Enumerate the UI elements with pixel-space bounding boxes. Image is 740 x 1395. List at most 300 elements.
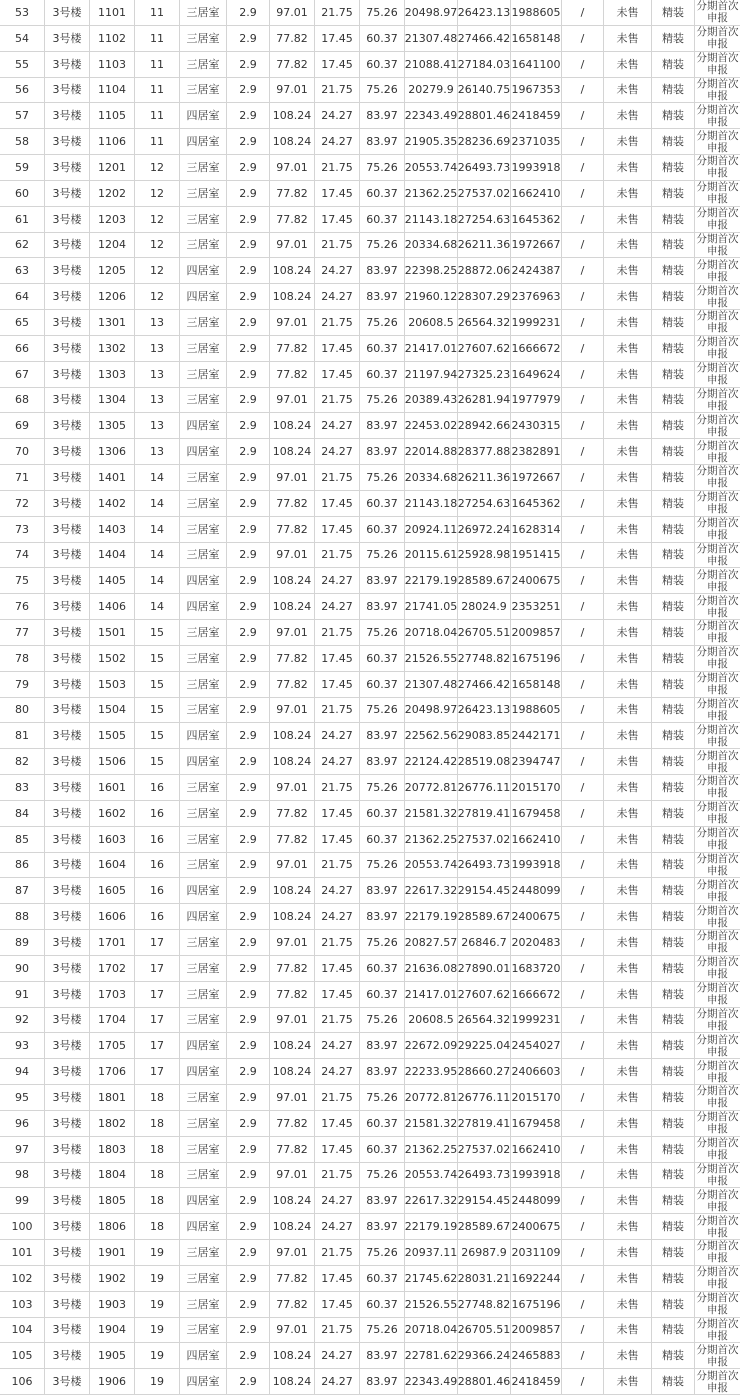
built-area-cell: 97.01 bbox=[270, 543, 315, 568]
total-price-cell: 1649624 bbox=[511, 362, 562, 387]
building-cell: 3号楼 bbox=[45, 878, 90, 903]
filing-status-cell: 分期首次申报 bbox=[696, 542, 739, 567]
shared-area-cell: 17.45 bbox=[315, 956, 360, 981]
inner-area-cell: 60.37 bbox=[360, 646, 405, 671]
slash-cell: / bbox=[562, 749, 604, 774]
unit-price-built-cell: 21307.48 bbox=[405, 26, 458, 51]
unit-price-inner-cell: 26493.73 bbox=[458, 853, 511, 878]
sale-status-cell: 未售 bbox=[604, 465, 652, 490]
decoration-cell: 精装 bbox=[652, 181, 695, 206]
row-number-cell: 100 bbox=[0, 1214, 45, 1239]
unit-price-inner-cell: 26705.51 bbox=[458, 1318, 511, 1343]
unit-price-inner-cell: 27748.82 bbox=[458, 646, 511, 671]
row-number-cell: 84 bbox=[0, 801, 45, 826]
row-number-cell: 58 bbox=[0, 129, 45, 154]
table-row bbox=[0, 1318, 740, 1344]
shared-area-cell: 21.75 bbox=[315, 1163, 360, 1188]
height-cell: 2.9 bbox=[227, 904, 270, 929]
unit-price-built-cell: 21362.25 bbox=[405, 181, 458, 206]
slash-cell: / bbox=[562, 517, 604, 542]
sale-status-cell: 未售 bbox=[604, 1292, 652, 1317]
built-area-cell: 77.82 bbox=[270, 982, 315, 1007]
building-cell: 3号楼 bbox=[45, 233, 90, 258]
height-cell: 2.9 bbox=[227, 78, 270, 103]
room-number-cell: 1402 bbox=[90, 491, 135, 516]
layout-cell: 三居室 bbox=[180, 1111, 227, 1136]
building-cell: 3号楼 bbox=[45, 1163, 90, 1188]
unit-price-inner-cell: 27466.42 bbox=[458, 672, 511, 697]
table-row bbox=[0, 956, 740, 982]
shared-area-cell: 17.45 bbox=[315, 1266, 360, 1291]
row-number-cell: 54 bbox=[0, 26, 45, 51]
unit-price-inner-cell: 26423.13 bbox=[458, 0, 511, 25]
height-cell: 2.9 bbox=[227, 103, 270, 128]
sale-status-cell: 未售 bbox=[604, 1111, 652, 1136]
shared-area-cell: 21.75 bbox=[315, 620, 360, 645]
table-row bbox=[0, 1033, 740, 1059]
layout-cell: 四居室 bbox=[180, 904, 227, 929]
layout-cell: 四居室 bbox=[180, 878, 227, 903]
decoration-cell: 精装 bbox=[652, 439, 695, 464]
decoration-cell: 精装 bbox=[652, 1188, 695, 1213]
height-cell: 2.9 bbox=[227, 155, 270, 180]
table-row bbox=[0, 853, 740, 879]
floor-cell: 12 bbox=[135, 181, 180, 206]
filing-status-cell: 分期首次申报 bbox=[696, 77, 739, 102]
room-number-cell: 1405 bbox=[90, 568, 135, 593]
row-number-cell: 59 bbox=[0, 155, 45, 180]
building-cell: 3号楼 bbox=[45, 1008, 90, 1033]
shared-area-cell: 17.45 bbox=[315, 1137, 360, 1162]
unit-price-built-cell: 22233.95 bbox=[405, 1059, 458, 1084]
decoration-cell: 精装 bbox=[652, 956, 695, 981]
building-cell: 3号楼 bbox=[45, 413, 90, 438]
room-number-cell: 1304 bbox=[90, 388, 135, 413]
room-number-cell: 1206 bbox=[90, 284, 135, 309]
filing-status-cell: 分期首次申报 bbox=[696, 1033, 739, 1058]
filing-status-cell: 分期首次申报 bbox=[696, 1162, 739, 1187]
shared-area-cell: 17.45 bbox=[315, 646, 360, 671]
building-cell: 3号楼 bbox=[45, 1188, 90, 1213]
built-area-cell: 108.24 bbox=[270, 413, 315, 438]
shared-area-cell: 24.27 bbox=[315, 258, 360, 283]
built-area-cell: 108.24 bbox=[270, 1059, 315, 1084]
filing-status-cell: 分期首次申报 bbox=[696, 594, 739, 619]
sale-status-cell: 未售 bbox=[604, 78, 652, 103]
slash-cell: / bbox=[562, 336, 604, 361]
shared-area-cell: 24.27 bbox=[315, 878, 360, 903]
unit-price-inner-cell: 26705.51 bbox=[458, 620, 511, 645]
shared-area-cell: 24.27 bbox=[315, 1188, 360, 1213]
inner-area-cell: 60.37 bbox=[360, 1111, 405, 1136]
sale-status-cell: 未售 bbox=[604, 904, 652, 929]
unit-price-built-cell: 20718.04 bbox=[405, 620, 458, 645]
decoration-cell: 精装 bbox=[652, 698, 695, 723]
slash-cell: / bbox=[562, 1343, 604, 1368]
floor-cell: 16 bbox=[135, 775, 180, 800]
height-cell: 2.9 bbox=[227, 775, 270, 800]
sale-status-cell: 未售 bbox=[604, 284, 652, 309]
row-number-cell: 75 bbox=[0, 568, 45, 593]
unit-price-inner-cell: 28236.69 bbox=[458, 129, 511, 154]
sale-status-cell: 未售 bbox=[604, 517, 652, 542]
filing-status-cell: 分期首次申报 bbox=[696, 827, 739, 852]
floor-cell: 13 bbox=[135, 336, 180, 361]
built-area-cell: 97.01 bbox=[270, 853, 315, 878]
sale-status-cell: 未售 bbox=[604, 413, 652, 438]
row-number-cell: 76 bbox=[0, 594, 45, 619]
sale-status-cell: 未售 bbox=[604, 181, 652, 206]
unit-price-built-cell: 22672.09 bbox=[405, 1033, 458, 1058]
filing-status-cell: 分期首次申报 bbox=[696, 852, 739, 877]
table-row bbox=[0, 1111, 740, 1137]
row-number-cell: 99 bbox=[0, 1188, 45, 1213]
decoration-cell: 精装 bbox=[652, 543, 695, 568]
built-area-cell: 108.24 bbox=[270, 284, 315, 309]
unit-price-inner-cell: 28589.67 bbox=[458, 1214, 511, 1239]
slash-cell: / bbox=[562, 930, 604, 955]
built-area-cell: 77.82 bbox=[270, 207, 315, 232]
building-cell: 3号楼 bbox=[45, 310, 90, 335]
row-number-cell: 72 bbox=[0, 491, 45, 516]
row-number-cell: 97 bbox=[0, 1137, 45, 1162]
decoration-cell: 精装 bbox=[652, 853, 695, 878]
decoration-cell: 精装 bbox=[652, 1318, 695, 1343]
built-area-cell: 77.82 bbox=[270, 672, 315, 697]
table-row bbox=[0, 258, 740, 284]
building-cell: 3号楼 bbox=[45, 1033, 90, 1058]
inner-area-cell: 60.37 bbox=[360, 362, 405, 387]
room-number-cell: 1203 bbox=[90, 207, 135, 232]
row-number-cell: 64 bbox=[0, 284, 45, 309]
layout-cell: 四居室 bbox=[180, 1188, 227, 1213]
layout-cell: 三居室 bbox=[180, 1318, 227, 1343]
table-row bbox=[0, 207, 740, 233]
layout-cell: 三居室 bbox=[180, 491, 227, 516]
filing-status-cell: 分期首次申报 bbox=[696, 258, 739, 283]
sale-status-cell: 未售 bbox=[604, 827, 652, 852]
height-cell: 2.9 bbox=[227, 594, 270, 619]
table-row bbox=[0, 310, 740, 336]
decoration-cell: 精装 bbox=[652, 1214, 695, 1239]
room-number-cell: 1803 bbox=[90, 1137, 135, 1162]
sale-status-cell: 未售 bbox=[604, 1343, 652, 1368]
unit-price-inner-cell: 27537.02 bbox=[458, 827, 511, 852]
filing-status-cell: 分期首次申报 bbox=[696, 491, 739, 516]
height-cell: 2.9 bbox=[227, 1292, 270, 1317]
room-number-cell: 1503 bbox=[90, 672, 135, 697]
row-number-cell: 56 bbox=[0, 78, 45, 103]
decoration-cell: 精装 bbox=[652, 1292, 695, 1317]
floor-cell: 14 bbox=[135, 543, 180, 568]
row-number-cell: 90 bbox=[0, 956, 45, 981]
built-area-cell: 97.01 bbox=[270, 775, 315, 800]
table-row bbox=[0, 129, 740, 155]
unit-price-built-cell: 20553.74 bbox=[405, 1163, 458, 1188]
unit-price-built-cell: 20553.74 bbox=[405, 853, 458, 878]
room-number-cell: 1305 bbox=[90, 413, 135, 438]
sale-status-cell: 未售 bbox=[604, 336, 652, 361]
unit-price-built-cell: 21197.94 bbox=[405, 362, 458, 387]
unit-price-built-cell: 21636.08 bbox=[405, 956, 458, 981]
built-area-cell: 77.82 bbox=[270, 517, 315, 542]
room-number-cell: 1603 bbox=[90, 827, 135, 852]
built-area-cell: 108.24 bbox=[270, 1369, 315, 1394]
table-row bbox=[0, 543, 740, 569]
decoration-cell: 精装 bbox=[652, 1111, 695, 1136]
sale-status-cell: 未售 bbox=[604, 388, 652, 413]
shared-area-cell: 21.75 bbox=[315, 853, 360, 878]
row-number-cell: 66 bbox=[0, 336, 45, 361]
floor-cell: 15 bbox=[135, 749, 180, 774]
sale-status-cell: 未售 bbox=[604, 491, 652, 516]
row-number-cell: 77 bbox=[0, 620, 45, 645]
built-area-cell: 97.01 bbox=[270, 1318, 315, 1343]
slash-cell: / bbox=[562, 672, 604, 697]
table-row bbox=[0, 362, 740, 388]
height-cell: 2.9 bbox=[227, 801, 270, 826]
sale-status-cell: 未售 bbox=[604, 1008, 652, 1033]
layout-cell: 四居室 bbox=[180, 129, 227, 154]
table-row bbox=[0, 388, 740, 414]
row-number-cell: 78 bbox=[0, 646, 45, 671]
building-cell: 3号楼 bbox=[45, 258, 90, 283]
unit-price-inner-cell: 29366.24 bbox=[458, 1343, 511, 1368]
unit-price-inner-cell: 26423.13 bbox=[458, 698, 511, 723]
built-area-cell: 97.01 bbox=[270, 233, 315, 258]
sale-status-cell: 未售 bbox=[604, 1137, 652, 1162]
height-cell: 2.9 bbox=[227, 1240, 270, 1265]
filing-status-cell: 分期首次申报 bbox=[696, 1292, 739, 1317]
filing-status-cell: 分期首次申报 bbox=[696, 1317, 739, 1342]
slash-cell: / bbox=[562, 284, 604, 309]
inner-area-cell: 75.26 bbox=[360, 775, 405, 800]
sale-status-cell: 未售 bbox=[604, 646, 652, 671]
sale-status-cell: 未售 bbox=[604, 1318, 652, 1343]
unit-price-built-cell: 21143.18 bbox=[405, 491, 458, 516]
decoration-cell: 精装 bbox=[652, 258, 695, 283]
floor-cell: 15 bbox=[135, 723, 180, 748]
decoration-cell: 精装 bbox=[652, 568, 695, 593]
decoration-cell: 精装 bbox=[652, 233, 695, 258]
height-cell: 2.9 bbox=[227, 1188, 270, 1213]
slash-cell: / bbox=[562, 258, 604, 283]
unit-price-built-cell: 20279.9 bbox=[405, 78, 458, 103]
floor-cell: 17 bbox=[135, 1033, 180, 1058]
layout-cell: 三居室 bbox=[180, 1240, 227, 1265]
total-price-cell: 1666672 bbox=[511, 336, 562, 361]
height-cell: 2.9 bbox=[227, 0, 270, 25]
building-cell: 3号楼 bbox=[45, 620, 90, 645]
total-price-cell: 1951415 bbox=[511, 543, 562, 568]
inner-area-cell: 83.97 bbox=[360, 1343, 405, 1368]
total-price-cell: 2430315 bbox=[511, 413, 562, 438]
floor-cell: 15 bbox=[135, 672, 180, 697]
height-cell: 2.9 bbox=[227, 465, 270, 490]
slash-cell: / bbox=[562, 698, 604, 723]
floor-cell: 11 bbox=[135, 26, 180, 51]
unit-price-inner-cell: 28307.29 bbox=[458, 284, 511, 309]
building-cell: 3号楼 bbox=[45, 1266, 90, 1291]
inner-area-cell: 60.37 bbox=[360, 1137, 405, 1162]
shared-area-cell: 24.27 bbox=[315, 723, 360, 748]
total-price-cell: 2424387 bbox=[511, 258, 562, 283]
row-number-cell: 60 bbox=[0, 181, 45, 206]
decoration-cell: 精装 bbox=[652, 620, 695, 645]
unit-price-inner-cell: 26972.24 bbox=[458, 517, 511, 542]
table-row bbox=[0, 78, 740, 104]
inner-area-cell: 75.26 bbox=[360, 698, 405, 723]
building-cell: 3号楼 bbox=[45, 827, 90, 852]
unit-price-inner-cell: 27184.03 bbox=[458, 52, 511, 77]
inner-area-cell: 75.26 bbox=[360, 620, 405, 645]
total-price-cell: 2376963 bbox=[511, 284, 562, 309]
height-cell: 2.9 bbox=[227, 1111, 270, 1136]
slash-cell: / bbox=[562, 465, 604, 490]
floor-cell: 13 bbox=[135, 362, 180, 387]
floor-cell: 18 bbox=[135, 1188, 180, 1213]
inner-area-cell: 75.26 bbox=[360, 930, 405, 955]
slash-cell: / bbox=[562, 0, 604, 25]
layout-cell: 三居室 bbox=[180, 1292, 227, 1317]
room-number-cell: 1204 bbox=[90, 233, 135, 258]
total-price-cell: 1679458 bbox=[511, 1111, 562, 1136]
total-price-cell: 1988605 bbox=[511, 698, 562, 723]
table-row bbox=[0, 491, 740, 517]
height-cell: 2.9 bbox=[227, 491, 270, 516]
floor-cell: 19 bbox=[135, 1369, 180, 1394]
filing-status-cell: 分期首次申报 bbox=[696, 439, 739, 464]
unit-price-inner-cell: 28801.46 bbox=[458, 1369, 511, 1394]
height-cell: 2.9 bbox=[227, 52, 270, 77]
slash-cell: / bbox=[562, 181, 604, 206]
room-number-cell: 1303 bbox=[90, 362, 135, 387]
table-row bbox=[0, 1188, 740, 1214]
total-price-cell: 1662410 bbox=[511, 1137, 562, 1162]
building-cell: 3号楼 bbox=[45, 749, 90, 774]
slash-cell: / bbox=[562, 904, 604, 929]
sale-status-cell: 未售 bbox=[604, 698, 652, 723]
layout-cell: 三居室 bbox=[180, 827, 227, 852]
built-area-cell: 77.82 bbox=[270, 181, 315, 206]
shared-area-cell: 17.45 bbox=[315, 982, 360, 1007]
sale-status-cell: 未售 bbox=[604, 310, 652, 335]
filing-status-cell: 分期首次申报 bbox=[696, 52, 739, 77]
sale-status-cell: 未售 bbox=[604, 1033, 652, 1058]
filing-status-cell: 分期首次申报 bbox=[696, 1007, 739, 1032]
unit-price-inner-cell: 27748.82 bbox=[458, 1292, 511, 1317]
slash-cell: / bbox=[562, 362, 604, 387]
table-row bbox=[0, 52, 740, 78]
built-area-cell: 108.24 bbox=[270, 749, 315, 774]
inner-area-cell: 75.26 bbox=[360, 1240, 405, 1265]
filing-status-cell: 分期首次申报 bbox=[696, 1188, 739, 1213]
inner-area-cell: 83.97 bbox=[360, 568, 405, 593]
total-price-cell: 2031109 bbox=[511, 1240, 562, 1265]
sale-status-cell: 未售 bbox=[604, 155, 652, 180]
row-number-cell: 91 bbox=[0, 982, 45, 1007]
table-row bbox=[0, 1059, 740, 1085]
layout-cell: 三居室 bbox=[180, 310, 227, 335]
room-number-cell: 1302 bbox=[90, 336, 135, 361]
inner-area-cell: 60.37 bbox=[360, 517, 405, 542]
unit-price-inner-cell: 26776.11 bbox=[458, 1085, 511, 1110]
sale-status-cell: 未售 bbox=[604, 775, 652, 800]
shared-area-cell: 17.45 bbox=[315, 491, 360, 516]
inner-area-cell: 75.26 bbox=[360, 1318, 405, 1343]
building-cell: 3号楼 bbox=[45, 129, 90, 154]
height-cell: 2.9 bbox=[227, 207, 270, 232]
height-cell: 2.9 bbox=[227, 284, 270, 309]
floor-cell: 18 bbox=[135, 1085, 180, 1110]
slash-cell: / bbox=[562, 982, 604, 1007]
unit-price-inner-cell: 27819.41 bbox=[458, 1111, 511, 1136]
decoration-cell: 精装 bbox=[652, 1059, 695, 1084]
unit-price-inner-cell: 28660.27 bbox=[458, 1059, 511, 1084]
room-number-cell: 1501 bbox=[90, 620, 135, 645]
building-cell: 3号楼 bbox=[45, 904, 90, 929]
filing-status-cell: 分期首次申报 bbox=[696, 697, 739, 722]
height-cell: 2.9 bbox=[227, 26, 270, 51]
decoration-cell: 精装 bbox=[652, 801, 695, 826]
room-number-cell: 1602 bbox=[90, 801, 135, 826]
decoration-cell: 精装 bbox=[652, 904, 695, 929]
room-number-cell: 1906 bbox=[90, 1369, 135, 1394]
shared-area-cell: 21.75 bbox=[315, 1008, 360, 1033]
row-number-cell: 81 bbox=[0, 723, 45, 748]
building-cell: 3号楼 bbox=[45, 930, 90, 955]
unit-price-inner-cell: 26493.73 bbox=[458, 155, 511, 180]
unit-price-built-cell: 22781.62 bbox=[405, 1343, 458, 1368]
inner-area-cell: 83.97 bbox=[360, 594, 405, 619]
decoration-cell: 精装 bbox=[652, 1085, 695, 1110]
building-cell: 3号楼 bbox=[45, 207, 90, 232]
inner-area-cell: 60.37 bbox=[360, 801, 405, 826]
decoration-cell: 精装 bbox=[652, 207, 695, 232]
building-cell: 3号楼 bbox=[45, 336, 90, 361]
total-price-cell: 2353251 bbox=[511, 594, 562, 619]
sale-status-cell: 未售 bbox=[604, 0, 652, 25]
total-price-cell: 1662410 bbox=[511, 181, 562, 206]
unit-price-built-cell: 21741.05 bbox=[405, 594, 458, 619]
floor-cell: 19 bbox=[135, 1318, 180, 1343]
table-row bbox=[0, 155, 740, 181]
filing-status-cell: 分期首次申报 bbox=[696, 207, 739, 232]
decoration-cell: 精装 bbox=[652, 646, 695, 671]
total-price-cell: 2465883 bbox=[511, 1343, 562, 1368]
building-cell: 3号楼 bbox=[45, 181, 90, 206]
height-cell: 2.9 bbox=[227, 336, 270, 361]
total-price-cell: 1993918 bbox=[511, 155, 562, 180]
building-cell: 3号楼 bbox=[45, 103, 90, 128]
table-row bbox=[0, 1292, 740, 1318]
filing-status-cell: 分期首次申报 bbox=[696, 1369, 739, 1394]
floor-cell: 16 bbox=[135, 904, 180, 929]
shared-area-cell: 24.27 bbox=[315, 594, 360, 619]
layout-cell: 四居室 bbox=[180, 413, 227, 438]
height-cell: 2.9 bbox=[227, 853, 270, 878]
total-price-cell: 1993918 bbox=[511, 853, 562, 878]
inner-area-cell: 83.97 bbox=[360, 1059, 405, 1084]
layout-cell: 四居室 bbox=[180, 258, 227, 283]
total-price-cell: 1675196 bbox=[511, 1292, 562, 1317]
unit-price-built-cell: 22562.56 bbox=[405, 723, 458, 748]
total-price-cell: 1993918 bbox=[511, 1163, 562, 1188]
room-number-cell: 1205 bbox=[90, 258, 135, 283]
layout-cell: 三居室 bbox=[180, 362, 227, 387]
floor-cell: 18 bbox=[135, 1163, 180, 1188]
built-area-cell: 108.24 bbox=[270, 723, 315, 748]
